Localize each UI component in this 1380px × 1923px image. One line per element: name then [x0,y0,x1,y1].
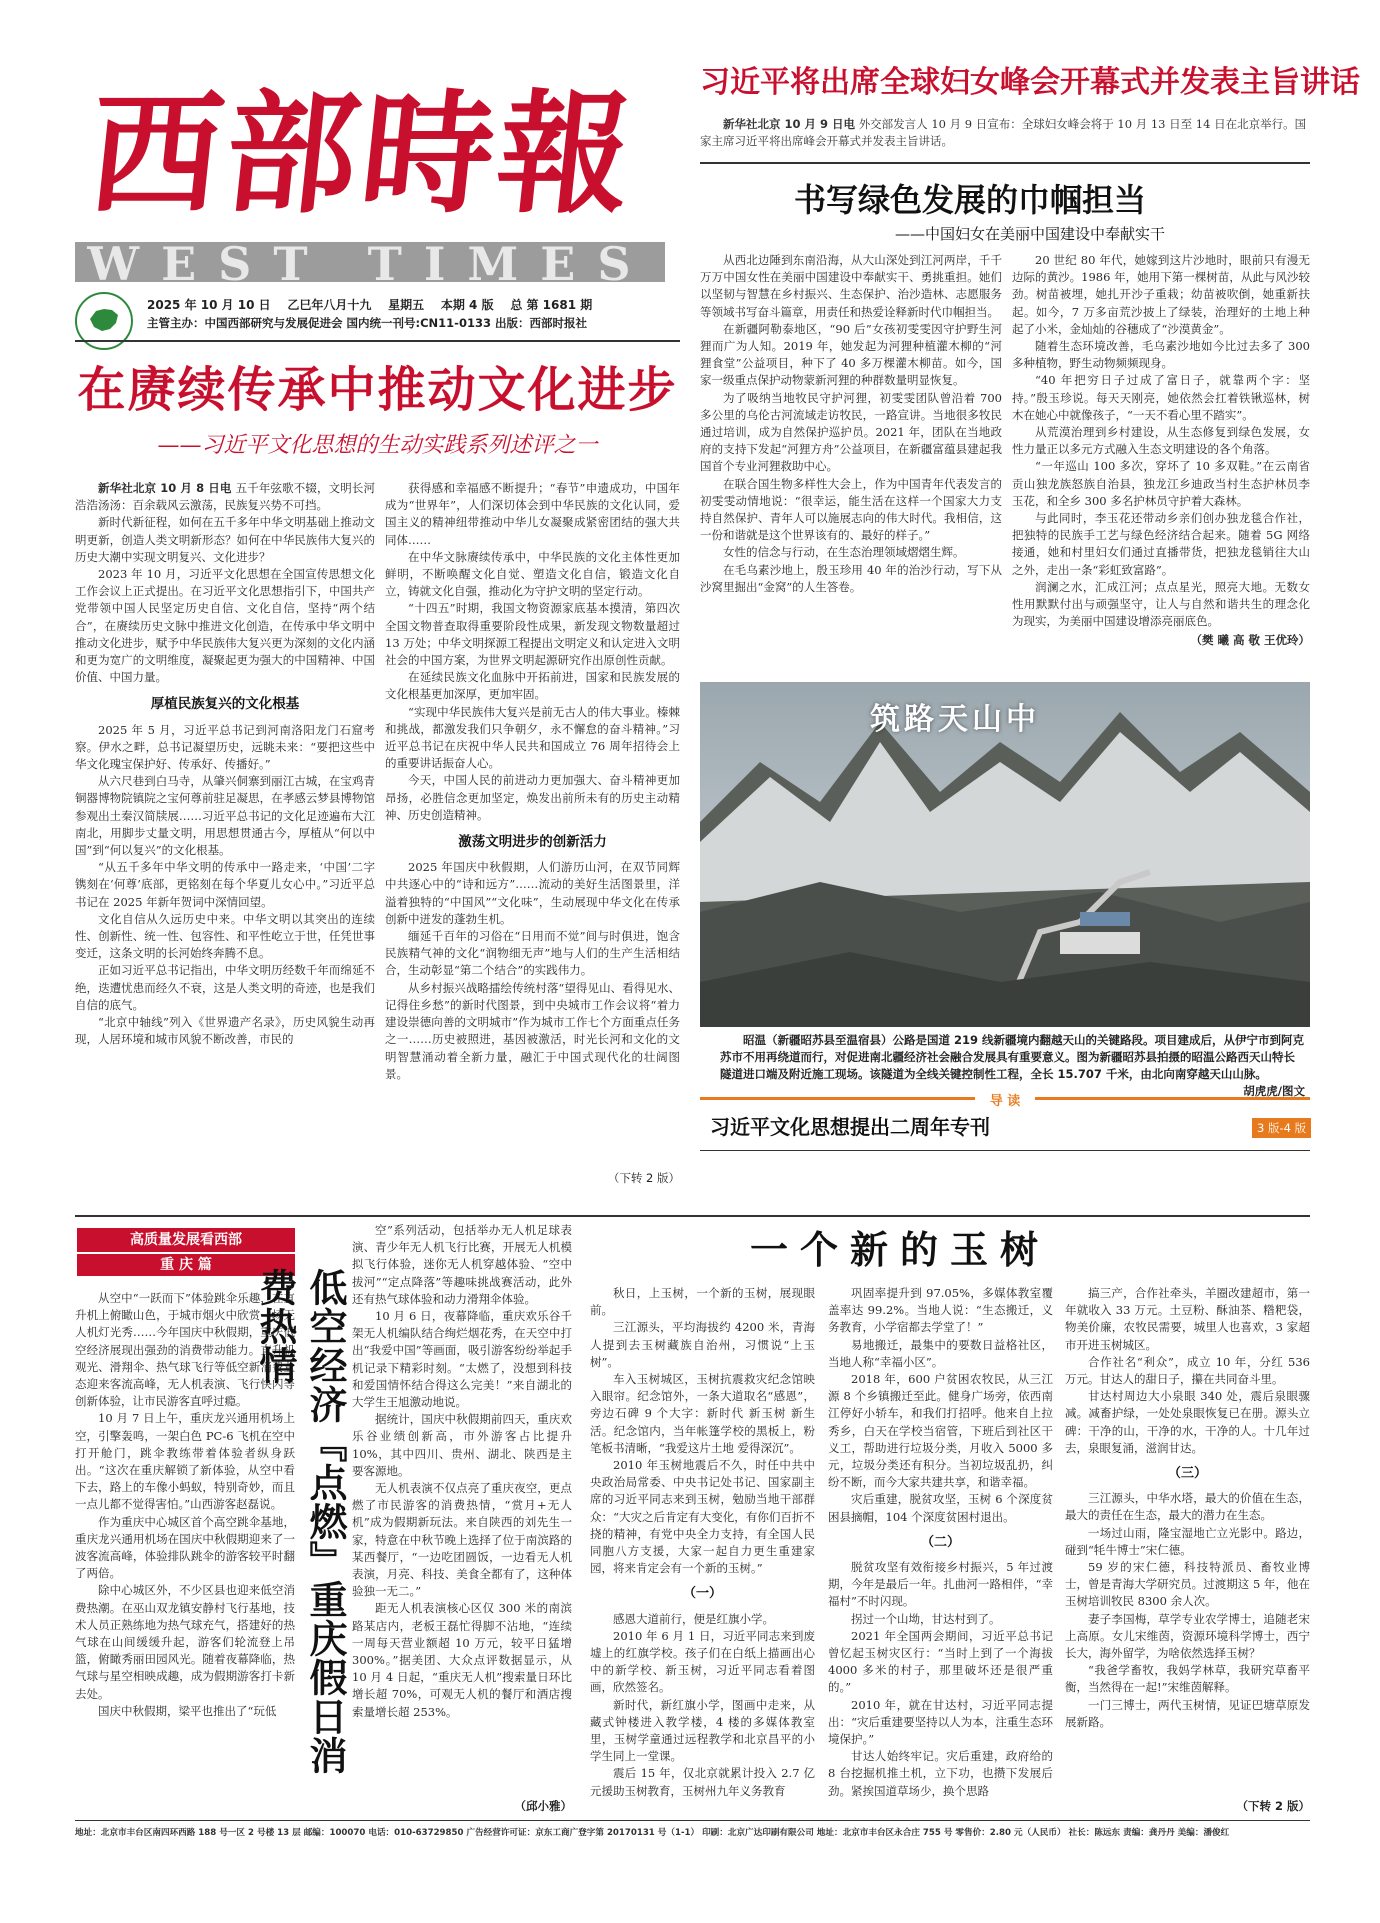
issue-pages: 本期 4 版 [440,298,494,312]
paragraph: 10 月 7 日上午，重庆龙兴通用机场上空，引擎轰鸣，一架白色 PC-6 飞机在空中打开舱门，跳伞教练带着体验者纵身跃出。“这次在重庆解锁了新体验，从空中看下去，路上的车像小蚂蚁，特别奇妙，而且一点儿都不觉得害怕。”山西游客赵磊说。 [75,1411,295,1512]
feature-headline[interactable]: 书写绿色发展的巾帼担当 [793,181,1146,219]
paragraph: 在新疆阿勒泰地区，“90 后”女孩初雯雯因守护野生河狸而广为人知。2019 年，她发起为河狸种植灌木柳的“河狸食堂”公益项目，种下了 40 多万棵灌木柳苗。如今，国家一级重点保护动物蒙新河狸的种群数量明显恢复。 [700,321,1002,388]
paragraph: 缅延千百年的习俗在“日用而不觉”间与时俱进，饱含民族精气神的文化“润物细无声”地与人们的生产生活相结合，生动彰显“第二个结合”的实践伟力。 [385,929,680,978]
paragraph: 甘达村周边大小泉眼 340 处，震后泉眼骤减。减畜护绿，一处处泉眼恢复已在册。源头立碑：干净的山，干净的水，干净的人。十几年过去，泉眼复涌，滋润甘达。 [1065,1389,1310,1455]
paragraph: 拐过一个山坳，甘达村到了。 [851,1611,1001,1626]
photo-credit: 胡虎虎/图文 [1243,1084,1305,1098]
paragraph: 新时代，新红旗小学，图画中走来，从藏式钟楼进入教学楼，4 楼的多媒体教室里，玉树学童通过远程教学和北京昌平的小学生同上一堂课。 [590,1697,815,1764]
photo-overlay-title: 筑路天山中 [870,702,1040,737]
photo-caption-text: 昭温（新疆昭苏县至温宿县）公路是国道 219 线新疆境内翻越天山的关键路段。项目建成后，从伊宁市到阿克苏市不用再绕道而行，对促进南北疆经济社会融合发展具有重要意义。图为新疆昭苏县拍摄的昭温公路西天山特长隧道进口端及附近施工现场。该隧道为全线关键控制性工程，全长 15.707 千米，由北向南穿越天山山脉。 [720,1033,1305,1081]
paragraph: 2010 年玉树地震后不久，时任中共中央政治局常委、中央书记处书记、国家副主席的习近平同志来到玉树，勉励当地干部群众：“大灾之后肯定有大变化，有你们百折不挠的精神，有党中央全力支持，有全国人民同胞八方支援，大家一起自力更生重建家园，将来肯定会有一个新的玉树。” [590,1458,815,1576]
paragraph: “实现中华民族伟大复兴是前无古人的伟大事业。榛棘和挑战，都激发我们只争朝夕，永不懈怠的奋斗精神。”习近平总书记在庆祝中华人民共和国成立 76 周年招待会上的重要讲话振奋人心。 [385,704,680,771]
sponsor-line: 主管主办：中国西部研究与发展促进会 国内统一刊号:CN11-0133 出版：西部时报社 [147,316,587,330]
feature-byline: （樊 曦 高 敬 王优玲） [1190,633,1310,648]
paragraph: 2023 年 10 月，习近平文化思想在全国宣传思想文化工作会议上正式提出。在习近平文化思想指引下，中国共产党带领中国人民坚定历史自信、文化自信，坚持“两个结合”，在赓续历史文脉中推进文化创造，在传承中华文明中推动文化进步，赋予中华民族伟大复兴更为深刻的文化内涵和更为宽广的文明维度，凝聚起更为强大的中国精神、中国价值、中国力量。 [75,567,375,685]
paragraph: 搞三产，合作社牵头，羊圈改建超市，第一年就收入 33 万元。土豆粉、酥油茶、糌粑袋，物美价廉，农牧民需要，城里人也喜欢，3 家超市开进玉树城区。 [1065,1286,1310,1352]
paragraph: 文化自信从久远历史中来。中华文明以其突出的连续性、创新性、统一性、包容性、和平性屹立于世，任凭世事变迁，这条文明的长河始终奔腾不息。 [75,911,375,961]
paragraph: 国庆中秋假期，梁平也推出了“玩低 [98,1703,277,1718]
paragraph: 从乡村振兴战略擂绘传统村落“望得见山、看得见水、记得住乡愁”的新时代图景，到中央城市工作会议将“着力建设崇德向善的文明城市”作为城市工作七个方面重点任务之一……历史被照进，基因被激活，时光长河和文化的文明智慧涌动着全新力量，融汇于中国式现代化的壮阔图景。 [385,980,680,1081]
guide-title[interactable]: 习近平文化思想提出二周年专刊 [710,1115,990,1139]
section-tag-bottom: 重 庆 篇 [77,1254,295,1276]
paragraph: 一门三博士，两代玉树情，见证巴塘草原发展新路。 [1065,1697,1310,1729]
paragraph: 2010 年 6 月 1 日，习近平同志来到废墟上的红旗学校。孩子们在白纸上描画出心中的新学校、新玉树，习近平同志看着图画，欣然签名。 [590,1628,815,1695]
paragraph: 震后 15 年，仅北京就累计投入 2.7 亿元援助玉树教育，玉树州九年义务教育 [590,1766,815,1798]
paragraph: 脱贫攻坚有效衔接乡村振兴，5 年过渡期，今年是最后一年。扎曲河一路相伴，“幸福村”不时闪现。 [828,1560,1053,1609]
lead-continued: （下转 2 版） [607,1171,680,1185]
issue-lunar: 乙巳年八月十九 [287,298,372,312]
guide-label: 导 读 [975,1090,1035,1109]
section-number: （一） [682,1586,722,1602]
paragraph: 与此同时，李玉花还带动乡亲们创办独龙毯合作社，把独特的民族手工艺与绿色经济结合起来。随着 5G 网络接通，她和村里妇女们通过直播带货，把独龙毯销往大山之外，走出一条“彩虹致富路”。 [1012,511,1310,577]
top-news-text: 外交部发言人 10 月 9 日宣布：全球妇女峰会将于 10 月 13 日至 14 日在北京举行。国家主席习近平将出席峰会开幕式并发表主旨讲话。 [700,117,1307,148]
paragraph: 距无人机表演核心区仅 300 米的南滨路某店内，老板王磊忙得脚不沾地，“连续一周每天营业额超 10 万元，较平日猛增 300%。”据美团、大众点评数据显示，从 10 月 4 日起，“重庆无人机”搜索量日环比增长超 70%，可观无人机的餐厅和酒店搜索量增长超 253%。 [352,1601,572,1719]
paragraph: 车入玉树城区，玉树抗震救灾纪念馆映入眼帘。纪念馆外，一条大道取名“感恩”，旁边石碑 9 个大字：新时代 新玉树 新生活。纪念馆内，当年帐篷学校的黑板上，粉笔板书清晰，“我爱这片土地 爱得深沉”。 [590,1372,815,1455]
china-map-icon [84,301,124,341]
paragraph: 三江源头，平均海拔约 4200 米，青海人提到去玉树藏族自治州，习惯说“上玉树”。 [590,1320,815,1369]
paragraph: 2010 年，就在甘达村，习近平同志提出：“灾后重建要坚持以人为本，注重生态环境保护。” [828,1697,1053,1747]
paragraph: 甘达人始终牢记。灾后重建，政府给的 8 台挖掘机推土机，立下功，也攒下发展后劲。紧挨国道草场少，换个思路 [828,1749,1053,1798]
paragraph: 为了吸纳当地牧民守护河狸，初雯雯团队曾沿着 700 多公里的乌伦古河流域走访牧民，一路宣讲。当地很多牧民通过培训，成为自然保护巡护员。2021 年，团队在当地政府的支持下发起“河狸方舟”公益项目，在新疆富蕴县建起我国首个专业河狸救助中心。 [700,390,1002,474]
paragraph: 2021 年全国两会期间，习近平总书记曾忆起玉树灾区行：“当时上到了一个海拔 4000 多米的村子，那里破坏还是很严重的。” [828,1628,1053,1695]
yushu-headline[interactable]: 一个新的玉树 [749,1227,1050,1272]
paragraph: 正如习近平总书记指出，中华文明历经数千年而绵延不绝，迭遭忧患而经久不衰，这是人类文明的奇迹，也是我们自信的底气。 [75,963,375,1012]
lead-dateline: 新华社北京 10 月 8 日电 [98,481,236,495]
lead-subheadline: ——习近平文化思想的生动实践系列述评之一 [157,433,598,458]
top-news-body [700,116,1310,150]
paragraph: “40 年把穷日子过成了富日子，就靠两个字：坚持。”殷玉珍说。每天天刚亮，她依然会扛着铁锹巡林，树木在她心中就像孩子，“一天不看心里不踏实”。 [1012,373,1310,422]
paragraph: 除中心城区外，不少区县也迎来低空消费热潮。在巫山双龙镇安静村飞行基地，技术人员正熟练地为热气球充气，搭建好的热气球在山间缓缓升起，游客们轮流登上吊篮，俯瞰秀丽田园风光。随着夜幕降临，热气球与星空相映成趣，成为假期游客打卡新去处。 [75,1583,295,1701]
yushu-continued: （下转 2 版） [1236,1799,1310,1813]
paragraph: 女性的信念与行动，在生态治理领域熠熠生辉。 [723,545,965,560]
masthead [75,60,680,330]
paragraph: “从五千多年中华文明的传承中一路走来，‘中国’二字镌刻在‘何尊’底部，更铭刻在每个华夏儿女心中。”习近平总书记在 2025 年新年贺词中深情回望。 [75,860,375,909]
paragraph: 五千年弦歌不辍，文明长河浩浩汤汤：百余载风云激荡，民族复兴势不可挡。 [75,481,375,513]
divider [75,1820,1310,1821]
section-subheading: 厚植民族复兴的文化根基 [150,696,300,713]
divider [75,1215,1310,1217]
paragraph: 易地搬迁，最集中的要数日益格社区，当地人称“幸福小区”。 [828,1337,1053,1369]
lowalt-headline[interactable]: 低空经济『点燃』重庆假日消费热情 [253,1268,347,1775]
paragraph: 今天，中国人民的前进动力更加强大、奋斗精神更加昂扬，必胜信念更加坚定，焕发出前所未有的历史主动精神、历史创造精神。 [385,773,680,822]
paragraph: “北京中轴线”列入《世界遗产名录》，历史风貌生动再现，人居环境和城市风貌不断改善，市民的 [75,1015,375,1047]
divider [700,162,1310,164]
paragraph: 合作社名“利众”，成立 10 年，分红 536 万元。甘达人的甜日子，攥在共同奋斗里。 [1065,1354,1310,1387]
paragraph: “我爸学畜牧，我妈学林草，我研究草畜平衡，当然得在一起!”宋维茵解释。 [1065,1663,1310,1695]
paragraph: 10 月 6 日，夜幕降临，重庆欢乐谷千架无人机编队结合绚烂烟花秀，在天空中打出“我爱中国”等画面，吸引游客纷纷举起手机记录下精彩时刻。“太燃了，没想到科技和爱国情怀结合得这么完美！”来自湖北的大学生王旭激动地说。 [352,1309,572,1410]
feature-subheadline: ——中国妇女在美丽中国建设中奉献实干 [894,225,1165,243]
yushu-column-1 [590,1285,815,1815]
yushu-column-3 [1065,1285,1310,1795]
paragraph: 在中华文脉赓续传承中，中华民族的文化主体性更加鲜明，不断唤醒文化自觉、塑造文化自信，锻造文化自立，铸就文化自强，推动化为守护文明的坚定行动。 [385,549,680,599]
paragraph: 从六尺巷到白马寺，从肇兴侗寨到丽江古城，在宝鸡青铜器博物院镇院之宝何尊前驻足凝思，在孝感云梦县博物馆参观出土秦汉简牍展……习近平总书记的文化足迹遍布大江南北，用脚步丈量文明，用思想贯通古今，厚植从“何以中国”到“何以复兴”的文化根基。 [75,774,375,858]
section-number: （三） [1167,1466,1207,1482]
paragraph: “一年巡山 100 多次，穿坏了 10 多双鞋。”在云南省贡山独龙族怒族自治县，独龙江乡迪政当村生态护林员李玉花，和全乡 300 多名护林员守护着大森林。 [1012,459,1310,508]
paragraph: 在联合国生物多样性大会上，作为中国青年代表发言的初雯雯动情地说：“很幸运，能生活在这样一个国家大力支持自然保护、青年人可以施展志向的伟大时代。我相信，这一份和谐就是这个世界该有的、最好的样子。” [700,476,1002,543]
photo-frame [700,682,1310,1027]
feature-column-1 [700,252,1002,672]
paragraph: 随着生态环境改善，毛乌素沙地如今比过去多了 300 多种植物，野生动物频频现身。 [1012,339,1310,371]
paragraph: 据统计，国庆中秋假期前四天，重庆欢乐谷业绩创新高，市外游客占比提升 10%，其中四川、贵州、湖北、陕西是主要客源地。 [352,1412,572,1478]
paragraph: 20 世纪 80 年代，她嫁到这片沙地时，眼前只有漫无边际的黄沙。1986 年，她用下第一棵树苗，从此与风沙较劲。树苗被埋，她扎开沙子重栽；幼苗被吹倒，她重新扶起。如今，7 万多亩荒沙披上了绿装，治理好的土地上种起了小米，金灿灿的谷穗成了“沙漠黄金”。 [1012,253,1310,336]
paragraph: 2025 年国庆中秋假期，人们游历山河，在双节同辉中共逐心中的“诗和远方”……流动的美好生活图景里，洋溢着独特的“中国风”“文化味”，生动展现中华文化在传承创新中迸发的蓬勃生机。 [385,860,680,926]
guide-pages[interactable]: 3 版-4 版 [1252,1118,1311,1138]
paragraph: 2025 年 5 月，习近平总书记到河南洛阳龙门石窟考察。伊水之畔，总书记凝望历史，远眺未来：“要把这些中华文化瑰宝保护好、传承好、传播好。” [75,722,375,772]
paragraph: 新时代新征程，如何在五千多年中华文明基础上推动文明更新，创造人类文明新形态？如何在中华民族伟大复兴的历史大潮中实现文明复兴、文化进步？ [75,515,375,564]
paragraph: 妻子李国梅，草学专业农学博士，追随老宋上高原。女儿宋维茵，资源环境科学博士，西宁长大，海外留学，为啥依然选择玉树？ [1065,1611,1310,1661]
paragraph: 秋日，上玉树，一个新的玉树，展现眼前。 [590,1286,815,1318]
divider [700,1150,1310,1151]
paragraph: 59 岁的宋仁德，科技特派员、畜牧业博士，曾是青海大学研究员。过渡期这 5 年，他在玉树培训牧民 8300 余人次。 [1065,1560,1310,1609]
lowalt-column-2 [352,1222,572,1792]
paragraph: 感恩大道前行，便是红旗小学。 [613,1611,774,1626]
issue-number: 总 第 1681 期 [510,298,593,312]
paragraph: 无人机表演不仅点亮了重庆夜空，更点燃了市民游客的消费热情，“赏月+无人机”成为假期新玩法。来自陕西的刘先生一家，特意在中秋节晚上选择了位于南滨路的某西餐厅，“一边吃团圆饭，一边看无人机表演，月亮、科技、美食全都有了，这种体验独一无二。” [352,1481,572,1599]
lowalt-byline: （邱小雅） [514,1799,572,1813]
paragraph: 空”系列活动，包括举办无人机足球表演、青少年无人机飞行比赛，开展无人机模拟飞行体验，迷你无人机穿越体验、“空中拔河”“定点降落”等趣味挑战赛活动，此外还有热气球体验和动力滑翔伞体验。 [352,1223,572,1306]
paragraph: 一场过山雨，隆宝湿地亡立光影中。路边，碰到“牦牛博士”宋仁德。 [1065,1525,1310,1557]
top-news-dateline: 新华社北京 10 月 9 日电 [723,117,856,131]
issue-weekday: 星期五 [388,298,425,312]
paragraph: 从空中“一跃而下”体验跳伞乐趣，在直升机上俯瞰山色，于城市烟火中欣赏一场无人机灯光秀……今年国庆中秋假期，重庆低空经济展现出强劲的消费带动能力。直升机观光、滑翔伞、热气球飞行等低空新消费业态迎来客流高峰，无人机表演、飞行快闪等创新体验，让市民游客直呼过瘾。 [75,1291,295,1409]
issue-date: 2025 年 10 月 10 日 [147,298,271,312]
paragraph: 润澜之水，汇成江河；点点星光，照亮大地。无数女性用默默付出与顽强坚守，让人与自然和谐共生的理念化为现实，为美丽中国建设增添亮丽底色。 [1012,579,1310,629]
paragraph: 在毛乌素沙地上，殷玉珍用 40 年的治沙行动，写下从沙窝里掘出“金窝”的人生答卷。 [700,562,1002,594]
masthead-english-text: WEST TIMES [87,237,653,291]
paragraph: 从荒漠治理到乡村建设，从生态修复到绿色发展，女性力量正以多元方式融入生态文明建设的各个角落。 [1012,425,1310,457]
paragraph: 作为重庆中心城区首个高空跳伞基地，重庆龙兴通用机场在国庆中秋假期迎来了一波客流高峰，体验排队跳伞的游客较平时翻了两倍。 [75,1514,295,1581]
masthead-title: 西部時報 [81,77,643,232]
paragraph: 巩固率提升到 97.05%，多媒体教室覆盖率达 99.2%。当地人说：“生态搬迁，义务教育，小学宿都去学堂了！” [828,1286,1053,1335]
paragraph: 获得感和幸福感不断提升；“春节”申遗成功，中国年成为“世界年”，人们深切体会到中华民族的文化认同，爱国主义的精神纽带推动中华儿女凝聚成紧密团结的强大共同体…… [385,481,680,547]
section-number: （二） [920,1534,960,1550]
paragraph: 在延续民族文化血脉中开拓前进，国家和民族发展的文化根基更加深厚，更加牢固。 [385,670,680,702]
top-news [700,62,1360,150]
yushu-column-2 [828,1285,1053,1815]
issue-line [147,296,592,313]
paragraph: “十四五”时期，我国文物资源家底基本摸清，第四次全国文物普查取得重要阶段性成果，新发现文物数量超过 13 万处；中华文明探源工程提出文明定义和认定进入文明社会的中国方案，为世界文明起源研究作出原创性贡献。 [385,601,680,668]
paragraph: 2018 年，600 户贫困农牧民，从三江源 8 个乡镇搬迁至此。健身广场旁，依西南江停好小轿车，和我们打招呼。他来自上拉秀乡，白天在学校当宿管，下班后到社区干义工，帮助进行垃圾分类，月收入 5000 多元，垃圾分类还有积分。当初垃圾乱扔，纠纷不断，而今大家共建共享，和谐幸福。 [828,1372,1053,1490]
paragraph: 从西北边陲到东南沿海，从大山深处到江河两岸，千千万万中国女性在美丽中国建设中奉献实干、勇挑重担。她们以坚韧与智慧在乡村振兴、生态保护、治沙造林、志愿服务等领域书写奋斗篇章，用责任和热爱诠释新时代巾帼担当。 [700,253,1002,319]
top-news-headline[interactable]: 习近平将出席全球妇女峰会开幕式并发表主旨讲话 [700,65,1360,100]
paragraph: 灾后重建，脱贫攻坚，玉树 6 个深度贫困县摘帽，104 个深度贫困村退出。 [828,1492,1053,1524]
feature-column-2 [1012,252,1310,672]
lead-headline[interactable]: 在赓续传承中推动文化进步 [77,362,678,418]
section-tag-top: 高质量发展看西部 [77,1228,295,1252]
section-subheading: 激荡文明进步的创新活力 [458,834,607,851]
paragraph: 三江源头，中华水塔，最大的价值在生态，最大的责任在生态，最大的潜力在生态。 [1065,1491,1310,1523]
footer-info: 地址：北京市丰台区南四环西路 188 号一区 2 号楼 13 层 邮编：100070 电话：010-63729850 广告经营许可证：京东工商广登字第 20170131 号（1-1） 印刷：北京广达印刷有限公司 地址：北京市丰台区永合庄 755 号 零售价：2.80 元（人民币） 社长：陈远东 责编：龚丹丹 美编：潘俊红 [75,1828,1230,1838]
lead-first-paragraph [75,480,375,514]
divider [75,340,680,342]
